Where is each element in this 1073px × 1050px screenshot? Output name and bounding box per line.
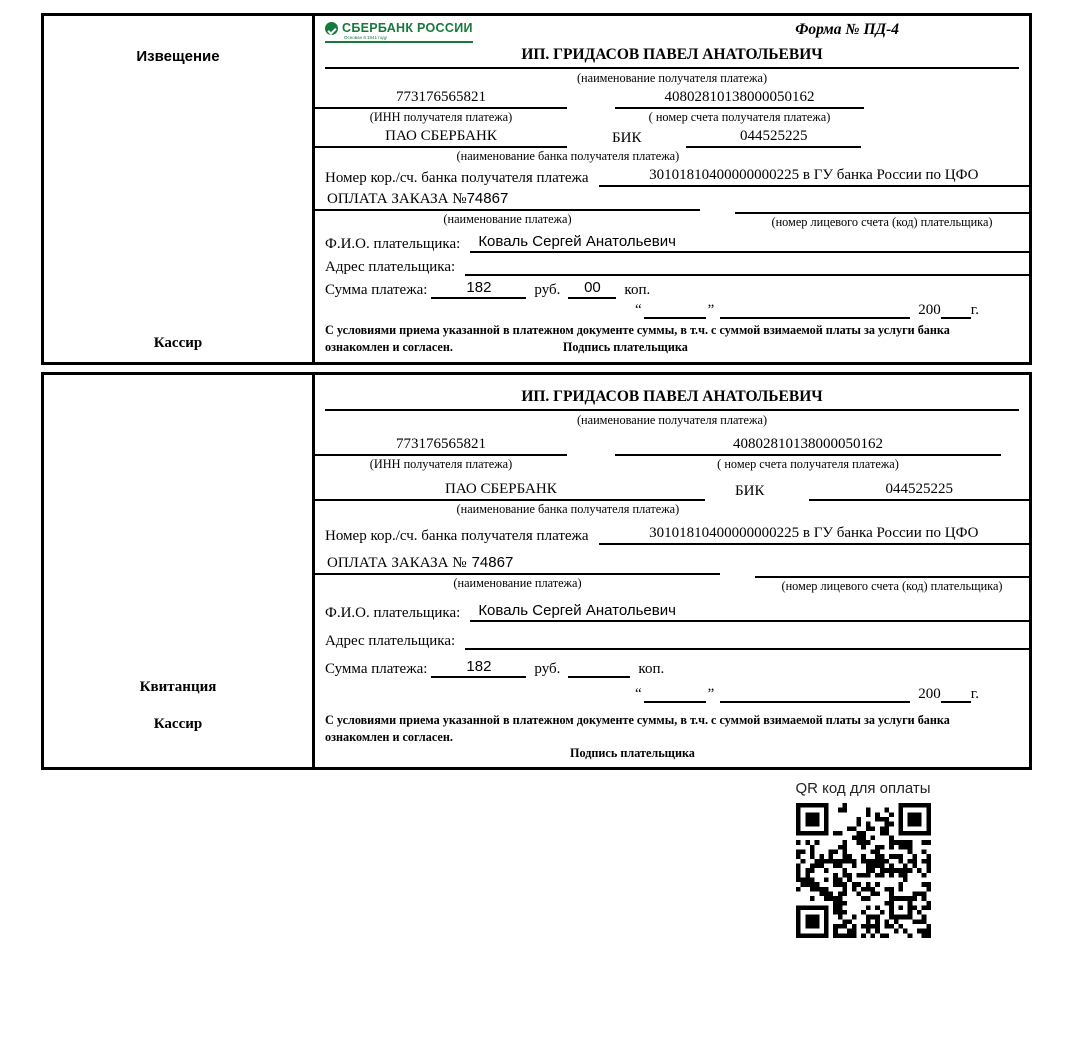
corr-account-label: Номер кор./сч. банка получателя платежа (325, 528, 589, 545)
notice-side-column (44, 16, 315, 362)
cashier-label: Кассир (153, 335, 203, 351)
qr-code (796, 803, 931, 938)
payment-caption: (наименование платежа) (453, 575, 582, 590)
bank-name: ПАО СБЕРБАНК (315, 481, 705, 501)
close-quote: ” (707, 301, 715, 318)
recipient-name: ИП. ГРИДАСОВ ПАВЕЛ АНАТОЛЬЕВИЧ (325, 46, 1019, 69)
agreement-line1: С условиями приема указанной в платежном документе суммы, в т.ч. с суммой взимаемой платы за услуги банка (325, 322, 950, 337)
receipt-side-column (44, 375, 315, 767)
bank-caption: (наименование банка получателя платежа) (456, 149, 680, 164)
sum-label: Сумма платежа: (325, 660, 428, 677)
payer-fio-row (325, 602, 1019, 622)
inn-account-block (325, 436, 1019, 472)
bik-value: 044525225 (809, 481, 1029, 501)
sberbank-logo-icon (325, 22, 338, 35)
account-caption: ( номер счета получателя платежа) (648, 110, 831, 125)
corr-account-label: Номер кор./сч. банка получателя платежа (325, 170, 589, 187)
payer-address-value (465, 257, 1029, 276)
payer-code-caption: (номер лицевого счета (код) плательщика) (735, 212, 1029, 230)
corr-account-value: 30101810400000000225 в ГУ банка России по ЦФО (599, 167, 1029, 187)
agreement-line2: ознакомлен и согласен. (325, 339, 453, 354)
year-prefix: 200 (918, 686, 941, 703)
date-day-blank (644, 317, 706, 319)
year-blank (941, 317, 971, 319)
bank-block (325, 481, 1019, 517)
date-month-blank (720, 317, 910, 319)
year-suffix: г. (970, 686, 979, 703)
qr-payment-block (788, 780, 938, 938)
recipient-name-block (325, 46, 1019, 86)
kop-label: коп. (624, 281, 651, 298)
form-number: Форма № ПД-4 (795, 21, 899, 38)
date-month-blank (720, 701, 910, 703)
notice-header-row (325, 21, 1019, 43)
sum-rubles-value: 182 (431, 279, 526, 299)
open-quote: “ (634, 686, 642, 703)
open-quote: “ (634, 301, 642, 318)
corr-account-row (325, 167, 1019, 187)
payer-signature-label: Подпись плательщика (570, 745, 695, 760)
payer-fio-label: Ф.И.О. плательщика: (325, 236, 461, 253)
payer-fio-value: Коваль Сергей Анатольевич (470, 602, 1029, 622)
payer-code-caption: (номер лицевого счета (код) плательщика) (755, 576, 1029, 594)
kop-label: коп. (638, 660, 665, 677)
corr-account-value: 30101810400000000225 в ГУ банка России по ЦФО (599, 525, 1029, 545)
account-value: 40802810138000050162 (615, 436, 1001, 456)
account-caption: ( номер счета получателя платежа) (717, 457, 899, 472)
date-day-blank (644, 701, 706, 703)
payer-address-row (325, 257, 1019, 276)
bik-value: 044525225 (686, 128, 861, 148)
notice-section (41, 13, 1032, 365)
bik-label: БИК (612, 130, 642, 147)
inn-value: 773176565821 (315, 89, 567, 109)
date-row (325, 686, 979, 703)
payer-fio-value: Коваль Сергей Анатольевич (470, 233, 1029, 253)
inn-caption: (ИНН получателя платежа) (369, 110, 513, 125)
sum-label: Сумма платежа: (325, 281, 428, 298)
payment-name-label: ОПЛАТА ЗАКАЗА № (327, 554, 467, 571)
payment-name-block (325, 554, 1019, 594)
agreement-line1: С условиями приема указанной в платежном документе суммы, в т.ч. с суммой взимаемой платы за услуги банка (325, 712, 950, 727)
payer-address-label: Адрес плательщика: (325, 632, 456, 649)
notice-content (315, 16, 1029, 362)
date-row (325, 302, 979, 319)
payer-address-row (325, 631, 1019, 650)
payment-name (315, 554, 720, 575)
agreement-block (325, 322, 1019, 356)
bank-caption: (наименование банка получателя платежа) (456, 501, 680, 516)
payer-fio-row (325, 233, 1019, 253)
sum-rubles-value: 182 (431, 658, 526, 678)
payment-caption: (наименование платежа) (443, 212, 572, 227)
payment-sum-row (325, 658, 1019, 678)
sum-kopecks-value: 00 (568, 279, 616, 299)
sberbank-logo (325, 21, 473, 43)
payer-fio-label: Ф.И.О. плательщика: (325, 605, 461, 622)
receipt-section (41, 372, 1032, 770)
payment-order-number: 74867 (471, 553, 514, 571)
recipient-caption: (наименование получателя платежа) (576, 71, 768, 86)
sberbank-logo-text: СБЕРБАНК РОССИИ (342, 21, 473, 35)
payment-order-number: 74867 (466, 190, 509, 208)
sberbank-logo-subtext: Основан в 1841 году (344, 35, 388, 40)
year-suffix: г. (970, 301, 979, 318)
qr-label: QR код для оплаты (795, 780, 931, 797)
cashier-label: Кассир (153, 716, 203, 732)
agreement-line2: ознакомлен и согласен. (325, 729, 453, 744)
recipient-name-block (325, 380, 1019, 428)
recipient-caption: (наименование получателя платежа) (576, 413, 768, 427)
recipient-name: ИП. ГРИДАСОВ ПАВЕЛ АНАТОЛЬЕВИЧ (325, 388, 1019, 411)
payment-sum-row (325, 279, 1019, 299)
bik-label: БИК (735, 482, 765, 499)
payment-name (315, 190, 700, 211)
payer-address-label: Адрес плательщика: (325, 258, 456, 275)
payer-address-value (465, 631, 1029, 650)
year-blank (941, 701, 971, 703)
bank-name: ПАО СБЕРБАНК (315, 128, 567, 148)
notice-label: Извещение (136, 48, 220, 65)
receipt-label: Квитанция (139, 679, 217, 695)
payment-name-block (325, 190, 1019, 230)
close-quote: ” (707, 686, 715, 703)
payer-signature-label: Подпись плательщика (562, 339, 688, 354)
receipt-content (315, 375, 1029, 767)
account-value: 40802810138000050162 (615, 89, 864, 109)
year-prefix: 200 (918, 301, 941, 318)
rub-label: руб. (534, 660, 561, 677)
inn-account-block (325, 89, 1019, 125)
agreement-block (325, 712, 1019, 761)
sum-kopecks-value (568, 675, 630, 678)
corr-account-row (325, 525, 1019, 545)
bank-block (325, 128, 1019, 164)
inn-caption: (ИНН получателя платежа) (369, 457, 513, 472)
inn-value: 773176565821 (315, 436, 567, 456)
payment-name-label: ОПЛАТА ЗАКАЗА № (327, 191, 467, 208)
rub-label: руб. (534, 281, 561, 298)
